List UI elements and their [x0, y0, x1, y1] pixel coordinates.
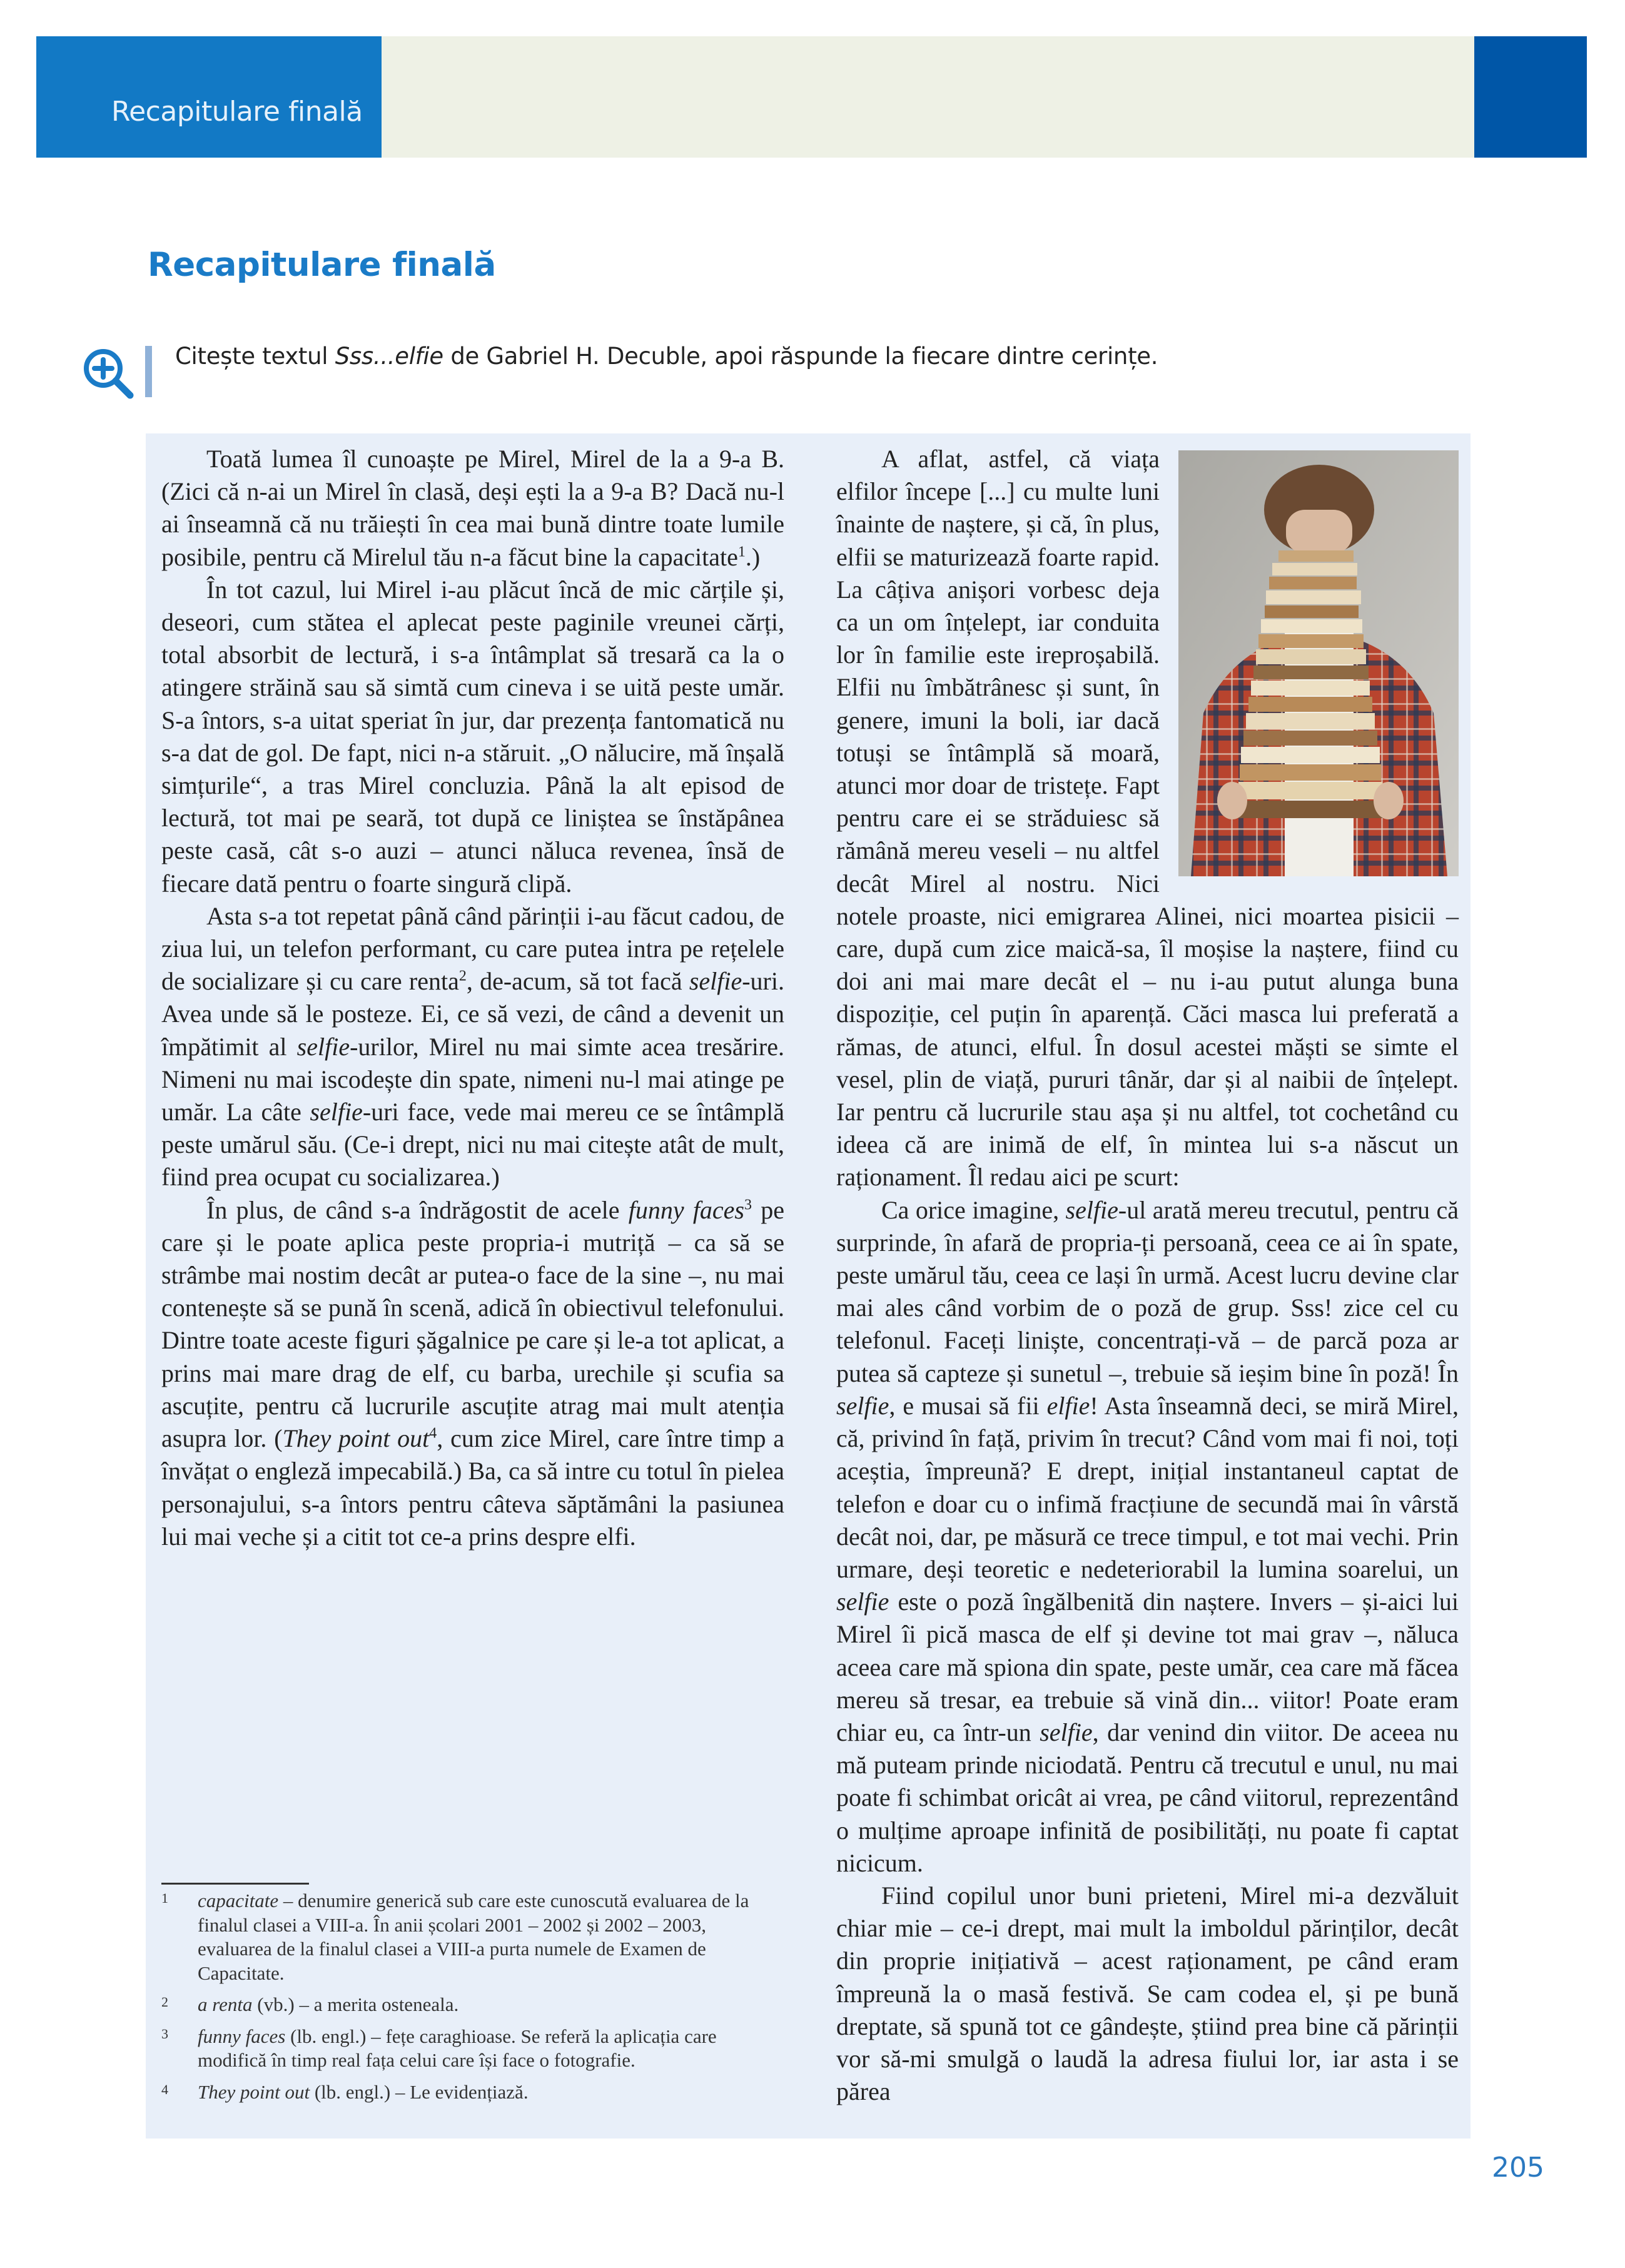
paragraph: Asta s-a tot repetat până când părinții i-au făcut cadou, de ziua lui, un telefon performant, cu care putea intra pe rețelele de socializare și cu care renta$^2$, de-acum, să tot facă selfie-uri. Avea unde să le posteze. Ei, ce să vezi, de când a devenit un împătimit al selfie-urilor, Mirel nu mai simte acea tresărire. Nimeni nu mai iscodește din spate, nimeni nu-l mai atinge pe umăr. La câte selfie-uri face, vede mai mereu ce se întâmplă peste umărul său. (Ce-i drept, nici nu mai citește atât de mult, fiind prea ocupat cu socializarea.)	[161, 901, 784, 1192]
header-section-tab	[36, 36, 382, 158]
paragraph: Toată lumea îl cunoaște pe Mirel, Mirel de la a 9-a B. (Zici că n-ai un Mirel în clasă, deși ești la a 9-a B? Dacă nu-l ai înseamnă că nu trăiești în cea mai bună dintre toate lumile posibile, pentru că Mirelul tău n-a făcut bine la capacitate$^1$.)	[161, 445, 784, 571]
instruction-marker-bar	[145, 346, 152, 397]
footnote: 4 They point out (lb. engl.) – Le evidențiază.	[161, 2080, 529, 2103]
page-title: Recapitulare finală	[148, 246, 496, 284]
footnote: 2 a renta (vb.) – a merita osteneala.	[161, 1993, 459, 2015]
paragraph: Ca orice imagine, selfie-ul arată mereu trecutul, pentru că surprinde, în afară de propria-ți persoană, ceea ce ai în spate, peste umărul tău, ceea ce lași în urmă. Acest lucru devine clar mai ales când vorbim de o poză de grup. Sss! zice cel cu telefonul. Faceți liniște, concentrați-vă – de parcă poza ar putea să capteze și sunetul –, trebuie să ieșim bine în poză! În selfie, e musai să fii elfie! Asta înseamnă deci, se miră Mirel, că, privind în față, privim în trecut? Când vom mai fi noi, toți aceștia, împreună? E drept, inițial instantaneul captat de telefon e doar cu o infimă fracțiune de secundă mai în vârstă decât noi, dar, pe măsură ce trece timpul, e tot mai vechi. Prin urmare, deși teoretic e nedeteriorabil la lumina soarelui, un selfie este o poză îngălbenită din naștere. Invers – și-aici lui Mirel îi pică masca de elf și devine tot mai grav –, năluca aceea care mă spiona din spate, peste umăr, cea care mă făcea mereu să tresar, ea trebuie să vină din... viitor! Poate eram chiar eu, ca într-un selfie, dar venind din viitor. De aceea nu mă puteam prinde niciodată. Pentru că trecutul e unul, nu mai poate fi schimbat oricât ai vrea, pe când viitorul, reprezentând o mulțime aproape infinită de posibilități, nu poate fi captat nicicum.	[836, 1195, 1459, 1877]
header-band	[382, 36, 1474, 158]
footnotes	[161, 1889, 784, 2112]
footnote-divider	[161, 1883, 309, 1885]
text-column-left	[161, 443, 784, 1553]
page-number: 205	[1492, 2152, 1544, 2184]
text-column-right	[836, 443, 1459, 2108]
paragraph: În plus, de când s-a îndrăgostit de acele funny faces$^3$ pe care și le poate aplica peste propria-i mutriță – ca să se strâmbe mai nostim decât ar putea-o face de la sine –, nu mai contenește să se pună în scenă, adică în obiectivul telefonului. Dintre toate aceste figuri șăgalnice pe care și le-a tot aplicat, a prins mai mare drag de elf, cu barba, urechile și scufia sa ascuțite, pentru că lucrurile ascuțite atrag mai mult atenția asupra lor. (They point out$^4$, cum zice Mirel, care între timp a învățat o engleză impecabilă.) Ba, ca să intre cu totul în pielea personajului, s-a întors pentru câteva săptămâni la pasiunea lui mai veche și a citit tot ce-a prins despre elfi.	[161, 1195, 785, 1551]
footnote: 3 funny faces (lb. engl.) – fețe caraghioase. Se referă la aplicația care modifică în timp real fața celui care își face o fotografie.	[161, 2025, 717, 2071]
paragraph: A aflat, astfel, că viața elfilor începe [...] cu multe luni înainte de naștere, și că, în plus, elfii se maturizează foarte rapid. La câțiva anișori vorbesc deja ca un om înțelept, iar conduita lor în familie este ireproșabilă. Elfii nu îmbătrânesc și sunt, în genere, imuni la boli, iar dacă totuși se întâmplă să moară, atunci mor doar de tristețe. Fapt pentru care ei se străduiesc să rămână mereu veseli – nu altfel decât Mirel al nostru. Nici notele proaste, nici emigrarea Alinei, nici moartea pisicii – care, după cum zice maică-sa, îl moșise la naștere, fiind cu doi ani mai mare decât el – nu i-au putut alunga buna dispoziție, cel puțin în aparență. Căci masca lui preferată a rămas, de atunci, elful. În dosul acestei măști se simte el vesel, plin de viață, pururi tânăr, dar și al naibii de înțelept. Iar pentru că lucrurile stau așa și nu altfel, tot cochetând cu ideea că are inimă de elf, în mintea lui s-a născut un raționament. Îl redau aici pe scurt:	[836, 445, 1459, 1192]
header-corner-block	[1474, 36, 1587, 158]
photo-boy-with-books	[1178, 450, 1459, 876]
paragraph: În tot cazul, lui Mirel i-au plăcut încă de mic cărțile și, deseori, cum stătea el aplecat peste paginile vreunei cărți, total absorbit de lectură, i s-a întâmplat să tresară ca la o atingere străină sau să simtă cum cineva i se uită peste umăr. S-a întors, s-a uitat speriat în jur, dar prezența fantomatică nu s-a dat de gol. De fapt, nici n-a stăruit. „O nălucire, mă înșală simțurile“, a tras Mirel concluzia. Până la alt episod de lectură, tot mai pe seară, tot după ce liniștea se înstăpânea peste casă, cât s-o auzi – atunci năluca revenea, însă de fiecare dată pentru o foarte singură clipă.	[161, 575, 784, 898]
zoom-in-icon	[81, 347, 135, 400]
header-section-label: Recapitulare finală	[111, 96, 363, 128]
paragraph: Fiind copilul unor buni prieteni, Mirel mi-a dezvăluit chiar mie – ce-i drept, mai mult la imboldul părinților, decât din proprie inițiativă – acest raționament, pe când eram împreună la o masă festivă. Se cam codea el, și pe bună dreptate, să spună tot ce gândește, știind prea bine că părinții vor să-mi smulgă o laudă la adresa fiului lor, iar asta i se părea	[836, 1881, 1459, 2106]
instruction-text: Citește textul Sss...elfie de Gabriel H. Decuble, apoi răspunde la fiecare dintre cerințe.	[175, 343, 1158, 370]
footnote: 1 capacitate – denumire generică sub care este cunoscută evaluarea de la finalul clasei a VIII-a. În anii școlari 2001 – 2002 și 2002 – 2003, evaluarea de la finalul clasei a VIII-a purta numele de Examen de Capacitate.	[161, 1890, 749, 1984]
